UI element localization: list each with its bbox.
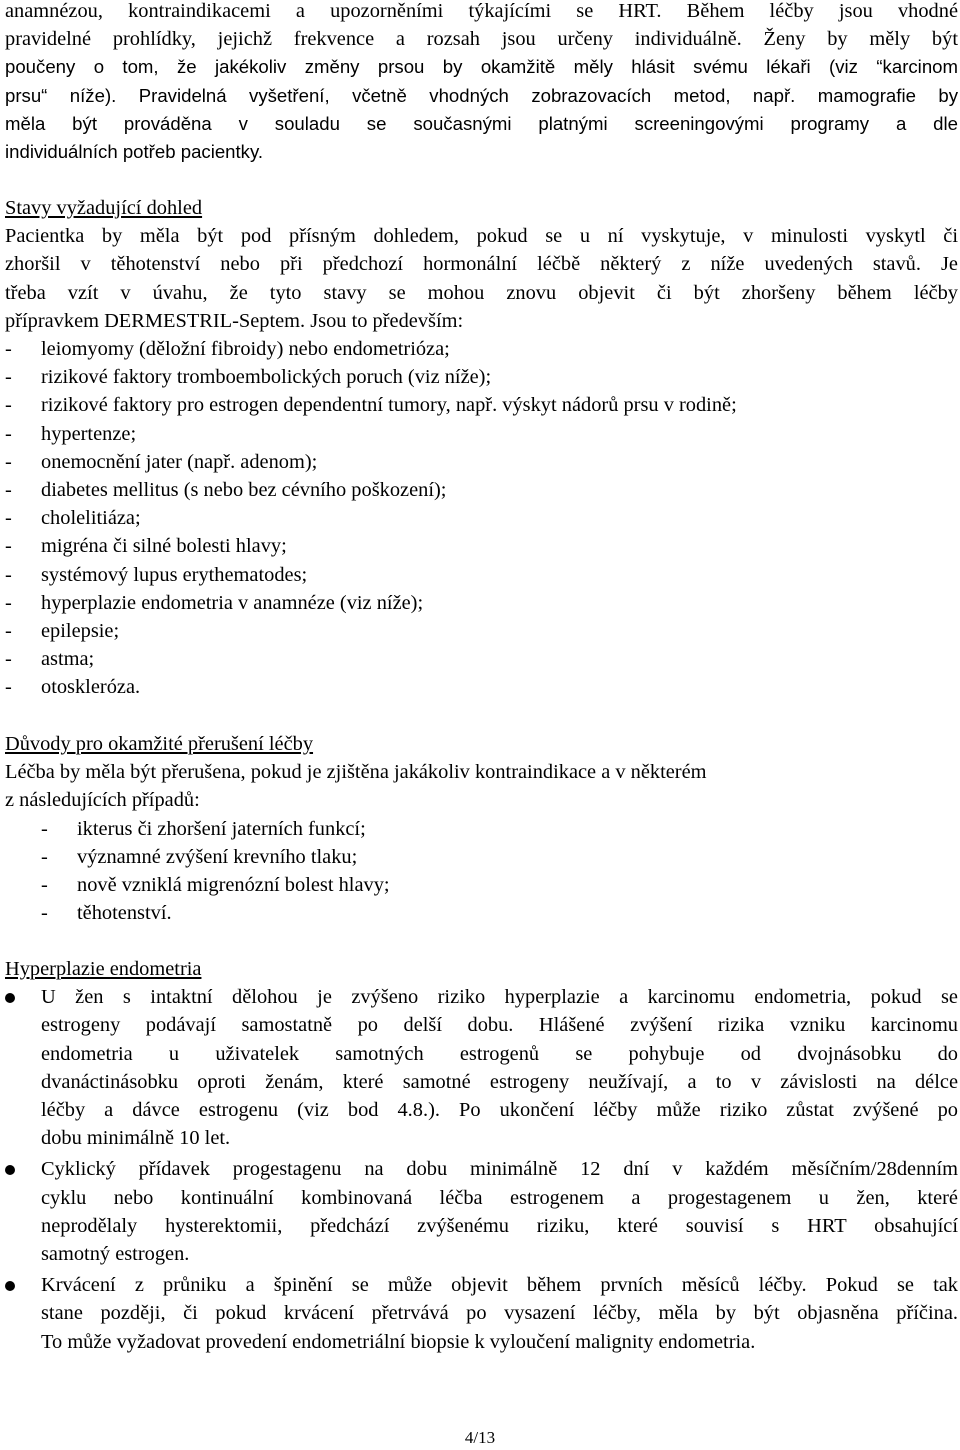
dash-marker: - bbox=[5, 479, 12, 502]
bullet-line: Cyklický přídavek progestagenu na dobu minimálně 12 dní v každém měsíčním/28denním bbox=[41, 1158, 958, 1181]
list-item bbox=[5, 532, 958, 560]
list-item bbox=[5, 391, 958, 419]
dash-marker: - bbox=[5, 648, 12, 671]
list-item-text: nově vzniklá migrenózní bolest hlavy; bbox=[77, 874, 390, 897]
intro-paragraph bbox=[5, 0, 958, 166]
section-heading: Hyperplazie endometria bbox=[5, 958, 202, 980]
intro-line: měla být prováděna v souladu se současnými platnými screeningovými programy a dle bbox=[5, 112, 958, 134]
paragraph-line: třeba vzít v úvahu, že tyto stavy se mohou znovu objevit či být zhoršeny během léčby bbox=[5, 281, 958, 304]
list-item-text: leiomyomy (děložní fibroidy) nebo endometrióza; bbox=[41, 338, 450, 361]
list-item bbox=[5, 871, 958, 899]
dash-marker: - bbox=[5, 591, 12, 614]
bullet-item bbox=[5, 1155, 958, 1268]
intro-line: individuálních potřeb pacientky. bbox=[5, 141, 264, 163]
dash-marker: - bbox=[5, 338, 12, 361]
bullet-marker bbox=[5, 993, 15, 1003]
paragraph-line: z následujících případů: bbox=[5, 789, 200, 812]
dash-marker: - bbox=[41, 817, 48, 840]
intro-line: pravidelné prohlídky, jejichž frekvence a rozsah jsou určeny individuálně. Ženy by měly být bbox=[5, 28, 958, 51]
section-paragraph bbox=[5, 758, 958, 814]
bullet-line: U žen s intaktní dělohou je zvýšeno riziko hyperplazie a karcinomu endometria, pokud se bbox=[41, 986, 958, 1009]
paragraph-line: Léčba by měla být přerušena, pokud je zjištěna jakákoliv kontraindikace a v některém bbox=[5, 761, 707, 784]
bullet-text bbox=[41, 1271, 958, 1356]
list-item-text: hyperplazie endometria v anamnéze (viz níže); bbox=[41, 591, 424, 614]
list-item-text: rizikové faktory pro estrogen dependentní tumory, např. výskyt nádorů prsu v rodině; bbox=[41, 394, 737, 417]
list-item-text: diabetes mellitus (s nebo bez cévního poškození); bbox=[41, 479, 447, 502]
paragraph-line: Pacientka by měla být pod přísným dohledem, pokud se u ní vyskytuje, v minulosti vyskytl či bbox=[5, 225, 958, 248]
section-reasons-for-discontinuation bbox=[5, 730, 958, 927]
dash-marker: - bbox=[5, 394, 12, 417]
list-item bbox=[5, 617, 958, 645]
conditions-list bbox=[5, 335, 958, 702]
bullet-line: cyklu nebo kontinuální kombinovaná léčba estrogenem a progestagenem u žen, které bbox=[41, 1186, 958, 1209]
bullet-line: estrogeny podávají samostatně po delší dobu. Hlášené zvýšení rizika vzniku karcinomu bbox=[41, 1014, 958, 1037]
list-item bbox=[5, 448, 958, 476]
dash-marker: - bbox=[41, 874, 48, 897]
bullet-marker bbox=[5, 1281, 15, 1291]
list-item bbox=[5, 645, 958, 673]
paragraph-line: zhoršil v těhotenství nebo při předchozí hormonální léčbě některý z níže uvedených stavů. Je bbox=[5, 253, 958, 276]
bullet-text bbox=[41, 1155, 958, 1268]
section-conditions-requiring-supervision bbox=[5, 194, 958, 702]
list-item bbox=[5, 363, 958, 391]
hyperplasia-bullet-list bbox=[5, 983, 958, 1356]
list-item bbox=[5, 335, 958, 363]
section-paragraph bbox=[5, 222, 958, 335]
dash-marker: - bbox=[5, 422, 12, 445]
dash-marker: - bbox=[5, 620, 12, 643]
dash-marker: - bbox=[5, 366, 12, 389]
list-item bbox=[5, 476, 958, 504]
list-item-text: astma; bbox=[41, 648, 95, 671]
list-item-text: těhotenství. bbox=[77, 902, 172, 925]
intro-line: poučeny o tom, že jakékoliv změny prsou by okamžitě měly hlásit svému lékaři (viz “karcinom bbox=[5, 56, 958, 78]
list-item bbox=[5, 504, 958, 532]
list-item-text: rizikové faktory tromboembolických poruch (viz níže); bbox=[41, 366, 492, 389]
bullet-line: neprodělaly hysterektomii, předchází zvýšenému riziku, které souvisí s HRT obsahující bbox=[41, 1214, 958, 1237]
section-endometrial-hyperplasia bbox=[5, 955, 958, 1359]
dash-marker: - bbox=[5, 535, 12, 558]
page-number: 4/13 bbox=[464, 1428, 496, 1447]
bullet-line: To může vyžadovat provedení endometriální biopsie k vyloučení malignity endometria. bbox=[41, 1330, 756, 1353]
list-item bbox=[5, 420, 958, 448]
discontinuation-list bbox=[5, 815, 958, 928]
intro-line: anamnézou, kontraindikacemi a upozorněními týkajícími se HRT. Během léčby jsou vhodné bbox=[5, 0, 958, 22]
bullet-item bbox=[5, 983, 958, 1152]
list-item-text: migréna či silné bolesti hlavy; bbox=[41, 535, 287, 558]
bullet-item bbox=[5, 1271, 958, 1356]
bullet-text bbox=[41, 983, 958, 1152]
list-item bbox=[5, 815, 958, 843]
section-heading: Stavy vyžadující dohled bbox=[5, 197, 203, 219]
dash-marker: - bbox=[5, 676, 12, 699]
list-item-text: onemocnění jater (např. adenom); bbox=[41, 450, 318, 473]
bullet-line: samotný estrogen. bbox=[41, 1243, 190, 1266]
dash-marker: - bbox=[5, 563, 12, 586]
list-item-text: významné zvýšení krevního tlaku; bbox=[77, 845, 358, 868]
list-item bbox=[5, 899, 958, 927]
paragraph-line: přípravkem DERMESTRIL-Septem. Jsou to především: bbox=[5, 309, 464, 332]
list-item-text: hypertenze; bbox=[41, 422, 137, 445]
bullet-line: dvanáctinásobku oproti ženám, které samotné estrogeny neužívají, a to v závislosti na délce bbox=[41, 1070, 958, 1093]
bullet-line: Krvácení z průniku a špinění se může objevit během prvních měsíců léčby. Pokud se tak bbox=[41, 1274, 958, 1297]
dash-marker: - bbox=[5, 450, 12, 473]
intro-line bbox=[5, 82, 958, 110]
bullet-line: dobu minimálně 10 let. bbox=[41, 1127, 231, 1150]
dash-marker: - bbox=[41, 845, 48, 868]
bullet-line: endometria u uživatelek samotných estrogenů se pohybuje od dvojnásobku do bbox=[41, 1042, 958, 1065]
intro-line-part: prsu“ níže). Pravidelná vyšetření, včetně vhodných zobrazovacích metod, např. mamografie by bbox=[5, 84, 958, 106]
bullet-line: stane později, či pokud krvácení přetrvává po vysazení léčby, měla by být objasněna příčina. bbox=[41, 1302, 958, 1325]
list-item-text: cholelitiáza; bbox=[41, 507, 141, 530]
list-item bbox=[5, 673, 958, 701]
list-item bbox=[5, 589, 958, 617]
section-heading: Důvody pro okamžité přerušení léčby bbox=[5, 733, 314, 755]
dash-marker: - bbox=[41, 902, 48, 925]
list-item-text: epilepsie; bbox=[41, 620, 120, 643]
dash-marker: - bbox=[5, 507, 12, 530]
list-item bbox=[5, 843, 958, 871]
list-item-text: systémový lupus erythematodes; bbox=[41, 563, 308, 586]
bullet-line: léčby a dávce estrogenu (viz bod 4.8.). Po ukončení léčby může riziko zůstat zvýšené po bbox=[41, 1099, 958, 1122]
bullet-marker bbox=[5, 1165, 15, 1175]
list-item bbox=[5, 561, 958, 589]
list-item-text: otoskleróza. bbox=[41, 676, 141, 699]
list-item-text: ikterus či zhoršení jaterních funkcí; bbox=[77, 817, 366, 840]
